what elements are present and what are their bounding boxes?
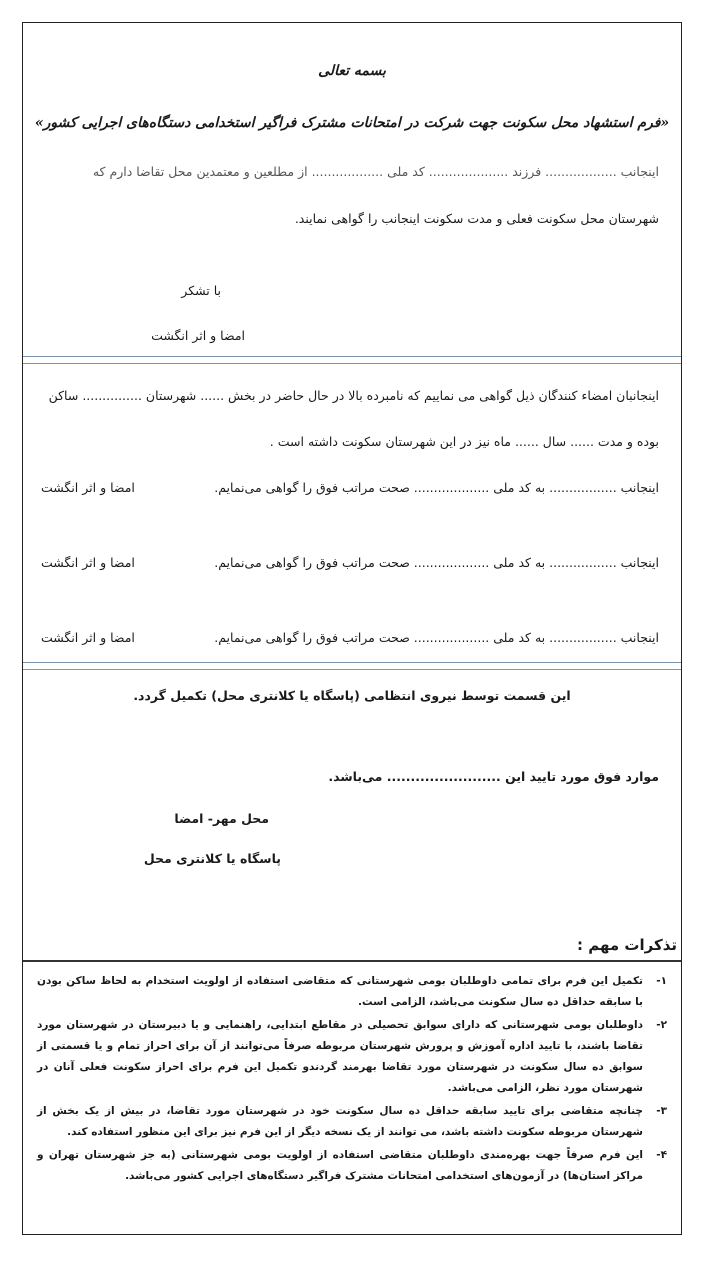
witness-statement: اینجانب ................. به کد ملی ................... صحت مراتب فوق را گواهی می‌نمایم. xyxy=(214,630,659,645)
notes-list xyxy=(37,971,667,1187)
section-divider xyxy=(23,356,681,364)
note-number: ۲- xyxy=(656,1019,667,1031)
police-confirmation-line: موارد فوق مورد تایید این ........................ می‌باشد. xyxy=(328,769,659,784)
form-title: «فرم استشهاد محل سکونت جهت شرکت در امتحانات مشترک فراگیر استخدامی دستگاه‌های اجرایی کشور» xyxy=(34,115,670,131)
witness-statement: اینجانب ................. به کد ملی ................... صحت مراتب فوق را گواهی می‌نمایم. xyxy=(214,480,659,495)
applicant-signature-label: امضا و اثر انگشت xyxy=(151,328,245,343)
notes-title: تذکرات مهم : xyxy=(577,936,677,954)
bismillah: بسمه تعالی xyxy=(318,63,386,79)
witness-intro-line: اینجانبان امضاء کنندگان ذیل گواهی می نماییم که نامبرده بالا در حال حاضر در بخش ...... شهرستان ............... ساکن xyxy=(48,388,659,403)
witness-signature-label: امضا و اثر انگشت xyxy=(41,555,135,570)
witness-intro-line-2: بوده و مدت ...... سال ...... ماه نیز در این شهرستان سکونت داشته است . xyxy=(269,434,659,449)
police-section-title: این قسمت توسط نیروی انتظامی (پاسگاه یا کلانتری محل) تکمیل گردد. xyxy=(133,688,571,703)
applicant-request-line-2: شهرستان محل سکونت فعلی و مدت سکونت اینجانب را گواهی نمایند. xyxy=(294,211,659,226)
witness-statement: اینجانب ................. به کد ملی ................... صحت مراتب فوق را گواهی می‌نمایم. xyxy=(214,555,659,570)
note-item xyxy=(37,1145,667,1187)
note-number: ۳- xyxy=(656,1105,667,1117)
note-item xyxy=(37,1015,667,1099)
note-text: این فرم صرفاً جهت بهره‌مندی داوطلبان متقاضی استفاده از اولویت بومی شهرستانی (به جز شهرستان تهران و مراکز استان‌ها) در آزمون‌های استخدامی امتحانات مشترک فراگیر دستگاه‌های اجرایی کشور می‌باشد. xyxy=(37,1149,643,1182)
thanks-text: با تشکر xyxy=(181,283,221,298)
notes-divider xyxy=(23,960,681,962)
note-text: تکمیل این فرم برای تمامی داوطلبان بومی شهرستانی که متقاضی استفاده از اولویت استخدام به لحاظ ساکن بودن با سابقه حداقل ده سال سکونت می‌باشد، الزامی است. xyxy=(37,975,643,1008)
note-number: ۱- xyxy=(656,975,667,987)
section-divider xyxy=(23,662,681,670)
note-text: چنانچه متقاضی برای تایید سابقه حداقل ده سال سکونت خود در شهرستان مورد تقاضا، در بیش از یک بخش از شهرستان مربوطه سکونت داشته باشد، می توانند از یک نسخه دیگر از این فرم نیز برای این منظور استفاده کند. xyxy=(37,1105,643,1138)
stamp-signature-label: محل مهر- امضا xyxy=(174,811,269,826)
note-text: داوطلبان بومی شهرستانی که دارای سوابق تحصیلی در مقاطع ابتدایی، راهنمایی و یا دبیرستان در شهرستان مورد تقاضا باشند، با تایید اداره آموزش و پرورش شهرستان مربوطه صرفاً می‌توانند از آن برای احراز تمام و یا قسمتی از سوابق ده سال سکونت در شهرستان مورد تقاضا بهرمند گردندو تکمیل این فرم برای احراز سکونت فعلی آنان در شهرستان مورد نظر، الزامی می‌باشد. xyxy=(37,1019,643,1094)
witness-signature-label: امضا و اثر انگشت xyxy=(41,630,135,645)
note-item xyxy=(37,1101,667,1143)
witness-signature-label: امضا و اثر انگشت xyxy=(41,480,135,495)
form-page xyxy=(22,22,682,1235)
police-station-label: پاسگاه یا کلانتری محل xyxy=(143,851,281,866)
applicant-request-line: اینجانب .................. فرزند .................... کد ملی .................. از مطلعین و معتمدین محل تقاضا دارم که xyxy=(92,164,659,179)
note-item xyxy=(37,971,667,1013)
note-number: ۴- xyxy=(656,1149,667,1161)
